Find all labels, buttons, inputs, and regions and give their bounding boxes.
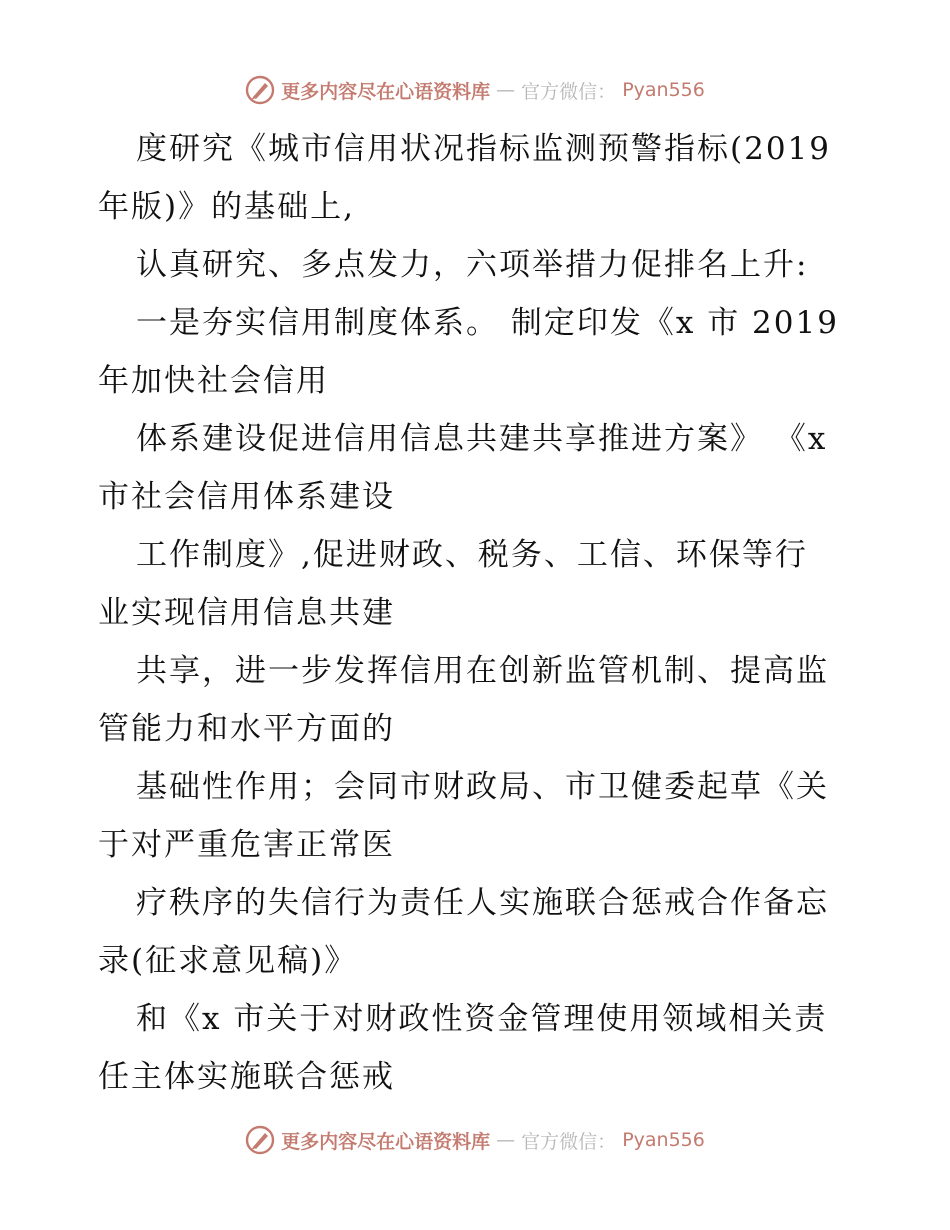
footer-watermark (0, 1120, 950, 1160)
document-body (98, 120, 854, 1106)
watermark-main-text: 更多内容尽在心语资料库 (281, 1130, 491, 1153)
text-line: 基础性作用；会同市财政局、市卫健委起草《关 (136, 769, 829, 805)
text-line: 共享，进一步发挥信用在创新监管机制、提高监 (136, 653, 829, 689)
watermark-main-text: 更多内容尽在心语资料库 (281, 80, 491, 103)
text-line: 和《x 市关于对财政性资金管理使用领域相关责 (136, 1001, 828, 1037)
quill-pen-logo-icon (245, 1125, 275, 1155)
watermark-separator: — (496, 1129, 516, 1151)
text-line: 管能力和水平方面的 (98, 711, 395, 747)
text-line: 度研究《城市信用状况指标监测预警指标(2019 (136, 131, 831, 167)
watermark-wechat-label: 官方微信： (521, 1130, 617, 1153)
watermark-wechat-id: Pyan556 (622, 1129, 705, 1151)
quill-pen-logo-icon (245, 75, 275, 105)
header-watermark (0, 70, 950, 110)
text-line: 年加快社会信用 (98, 363, 329, 399)
text-line: 年版)》的基础上, (98, 189, 355, 225)
text-line: 一是夯实信用制度体系。 制定印发《x 市 2019 (136, 305, 839, 341)
text-line: 录(征求意见稿)》 (98, 943, 358, 979)
watermark-wechat-label: 官方微信： (521, 80, 617, 103)
text-line: 市社会信用体系建设 (98, 479, 395, 515)
watermark-separator: — (496, 79, 516, 101)
text-line: 疗秩序的失信行为责任人实施联合惩戒合作备忘 (136, 885, 829, 921)
watermark-wechat-id: Pyan556 (622, 79, 705, 101)
text-line: 任主体实施联合惩戒 (98, 1059, 395, 1095)
text-line: 工作制度》,促进财政、税务、工信、环保等行 (136, 537, 808, 573)
text-line: 体系建设促进信用信息共建共享推进方案》 《x (136, 421, 828, 457)
text-line: 业实现信用信息共建 (98, 595, 395, 631)
text-line: 于对严重危害正常医 (98, 827, 395, 863)
text-line: 认真研究、多点发力，六项举措力促排名上升: (136, 247, 809, 283)
